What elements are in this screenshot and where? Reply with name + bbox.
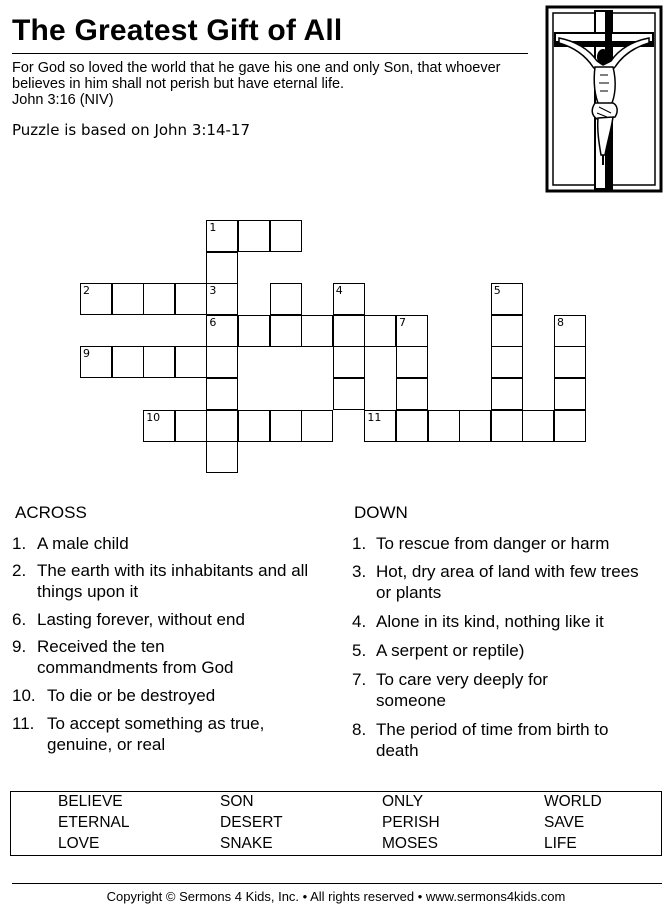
grid-cell[interactable] [554, 315, 586, 347]
clue-number: 6. [12, 610, 27, 629]
clue-number: 1. [352, 534, 367, 553]
clue-number-label: 11 [367, 410, 382, 424]
word-bank-word: SAVE [544, 814, 585, 831]
clue-number-label: 3 [209, 284, 217, 298]
clue-text: To rescue from danger or harm [376, 534, 610, 553]
grid-cell[interactable] [143, 346, 175, 378]
grid-cell[interactable] [112, 283, 144, 315]
grid-cell[interactable] [270, 220, 302, 252]
grid-cell[interactable] [143, 410, 175, 442]
grid-cell[interactable] [270, 283, 302, 315]
clue-number-label: 10 [146, 410, 161, 424]
verse-text: For God so loved the world that he gave his one and only Son, that whoever believes in him shall not perish but have eternal life. [12, 60, 501, 92]
page-title: The Greatest Gift of All [12, 14, 343, 47]
grid-cell[interactable] [112, 346, 144, 378]
grid-cell[interactable] [491, 346, 523, 378]
down-clue [352, 561, 662, 603]
clue-text: Received the ten commandments from God [37, 637, 234, 677]
scripture-verse [12, 60, 528, 108]
grid-cell[interactable] [206, 410, 238, 442]
grid-cell[interactable] [396, 378, 428, 410]
grid-cell[interactable] [459, 410, 491, 442]
grid-cell[interactable] [491, 410, 523, 442]
word-bank-word: PERISH [382, 814, 440, 831]
grid-cell[interactable] [333, 346, 365, 378]
grid-cell[interactable] [554, 410, 586, 442]
clue-number: 7. [352, 670, 367, 689]
clue-number-label: 7 [399, 315, 406, 329]
grid-cell[interactable] [396, 315, 428, 347]
copyright-footer: Copyright © Sermons 4 Kids, Inc. • All rights reserved • www.sermons4kids.com [106, 889, 566, 904]
footer-divider [12, 883, 662, 884]
grid-cell[interactable] [364, 410, 396, 442]
clue-number: 9. [12, 637, 27, 656]
clue-text: Alone in its kind, nothing like it [376, 612, 604, 631]
clue-number: 3. [352, 562, 367, 581]
clue-number: 8. [352, 720, 367, 739]
across-clue [12, 609, 312, 630]
word-bank [10, 791, 662, 856]
clue-number: 2. [12, 561, 27, 580]
clue-text: A male child [37, 534, 129, 553]
word-bank-word: LIFE [544, 835, 577, 852]
grid-cell[interactable] [554, 378, 586, 410]
clue-number-label: 8 [557, 315, 564, 329]
grid-cell[interactable] [301, 410, 333, 442]
across-clue [12, 636, 312, 678]
across-clue [12, 685, 312, 706]
word-bank-word: SNAKE [220, 835, 273, 852]
across-clue [12, 533, 312, 554]
down-heading: DOWN [354, 503, 408, 522]
clue-text: Lasting forever, without end [37, 610, 245, 629]
word-bank-word: DESERT [220, 814, 283, 831]
grid-cell[interactable] [206, 315, 238, 347]
clue-text: The period of time from birth to death [376, 720, 609, 760]
grid-cell[interactable] [175, 410, 207, 442]
grid-cell[interactable] [80, 346, 112, 378]
clue-number: 11. [12, 714, 35, 733]
clue-text: Hot, dry area of land with few trees or plants [376, 562, 639, 602]
grid-cell[interactable] [270, 315, 302, 347]
grid-cell[interactable] [206, 220, 238, 252]
clue-number-label: 6 [209, 315, 217, 329]
down-clue [352, 611, 662, 632]
clue-number-label: 5 [493, 284, 501, 298]
grid-cell[interactable] [175, 346, 207, 378]
grid-cell[interactable] [238, 410, 270, 442]
grid-cell[interactable] [238, 315, 270, 347]
clue-number: 1. [12, 534, 27, 553]
word-bank-word: WORLD [544, 793, 602, 810]
down-clue [352, 669, 662, 711]
grid-cell[interactable] [333, 315, 365, 347]
word-bank-word: SON [220, 793, 254, 810]
clue-number: 5. [352, 641, 367, 660]
word-bank-word: LOVE [58, 835, 100, 852]
clue-number-label: 2 [83, 284, 90, 298]
grid-cell[interactable] [396, 410, 428, 442]
clue-number: 4. [352, 612, 367, 631]
grid-cell[interactable] [206, 252, 238, 284]
verse-reference: John 3:16 (NIV) [12, 92, 114, 108]
grid-cell[interactable] [491, 378, 523, 410]
title-divider [12, 53, 528, 54]
grid-cell[interactable] [206, 441, 238, 473]
down-clue [352, 640, 662, 661]
grid-cell[interactable] [301, 315, 333, 347]
grid-cell[interactable] [428, 410, 460, 442]
grid-cell[interactable] [238, 220, 270, 252]
grid-cell[interactable] [80, 283, 112, 315]
down-clue [352, 719, 662, 761]
crucifix-icon [545, 5, 663, 193]
grid-cell[interactable] [270, 410, 302, 442]
grid-cell[interactable] [522, 410, 554, 442]
grid-cell[interactable] [143, 283, 175, 315]
grid-cell[interactable] [175, 283, 207, 315]
clue-text: To care very deeply for someone [376, 670, 548, 710]
word-bank-word: ONLY [382, 793, 424, 810]
grid-cell[interactable] [491, 283, 523, 315]
across-clue [12, 713, 312, 755]
across-clue [12, 560, 312, 602]
grid-cell[interactable] [491, 315, 523, 347]
down-clue [352, 533, 662, 554]
grid-cell[interactable] [554, 346, 586, 378]
puzzle-basis: Puzzle is based on John 3:14-17 [12, 121, 251, 139]
grid-cell[interactable] [364, 315, 396, 347]
word-bank-word: ETERNAL [58, 814, 130, 831]
grid-cell[interactable] [396, 346, 428, 378]
grid-cell[interactable] [206, 283, 238, 315]
grid-cell[interactable] [333, 378, 365, 410]
clue-text: A serpent or reptile) [376, 641, 525, 660]
clue-number-label: 1 [209, 221, 217, 234]
grid-cell[interactable] [206, 378, 238, 410]
grid-cell[interactable] [206, 346, 238, 378]
clue-text: The earth with its inhabitants and all things upon it [37, 561, 309, 601]
word-bank-word: BELIEVE [58, 793, 123, 810]
clue-number-label: 4 [335, 284, 343, 298]
clue-number-label: 9 [83, 347, 90, 361]
across-heading: ACROSS [15, 503, 87, 522]
clue-text: To die or be destroyed [47, 686, 216, 705]
clue-text: To accept something as true, genuine, or real [47, 714, 265, 754]
clue-number: 10. [12, 686, 36, 705]
grid-cell[interactable] [333, 283, 365, 315]
word-bank-word: MOSES [382, 835, 438, 852]
